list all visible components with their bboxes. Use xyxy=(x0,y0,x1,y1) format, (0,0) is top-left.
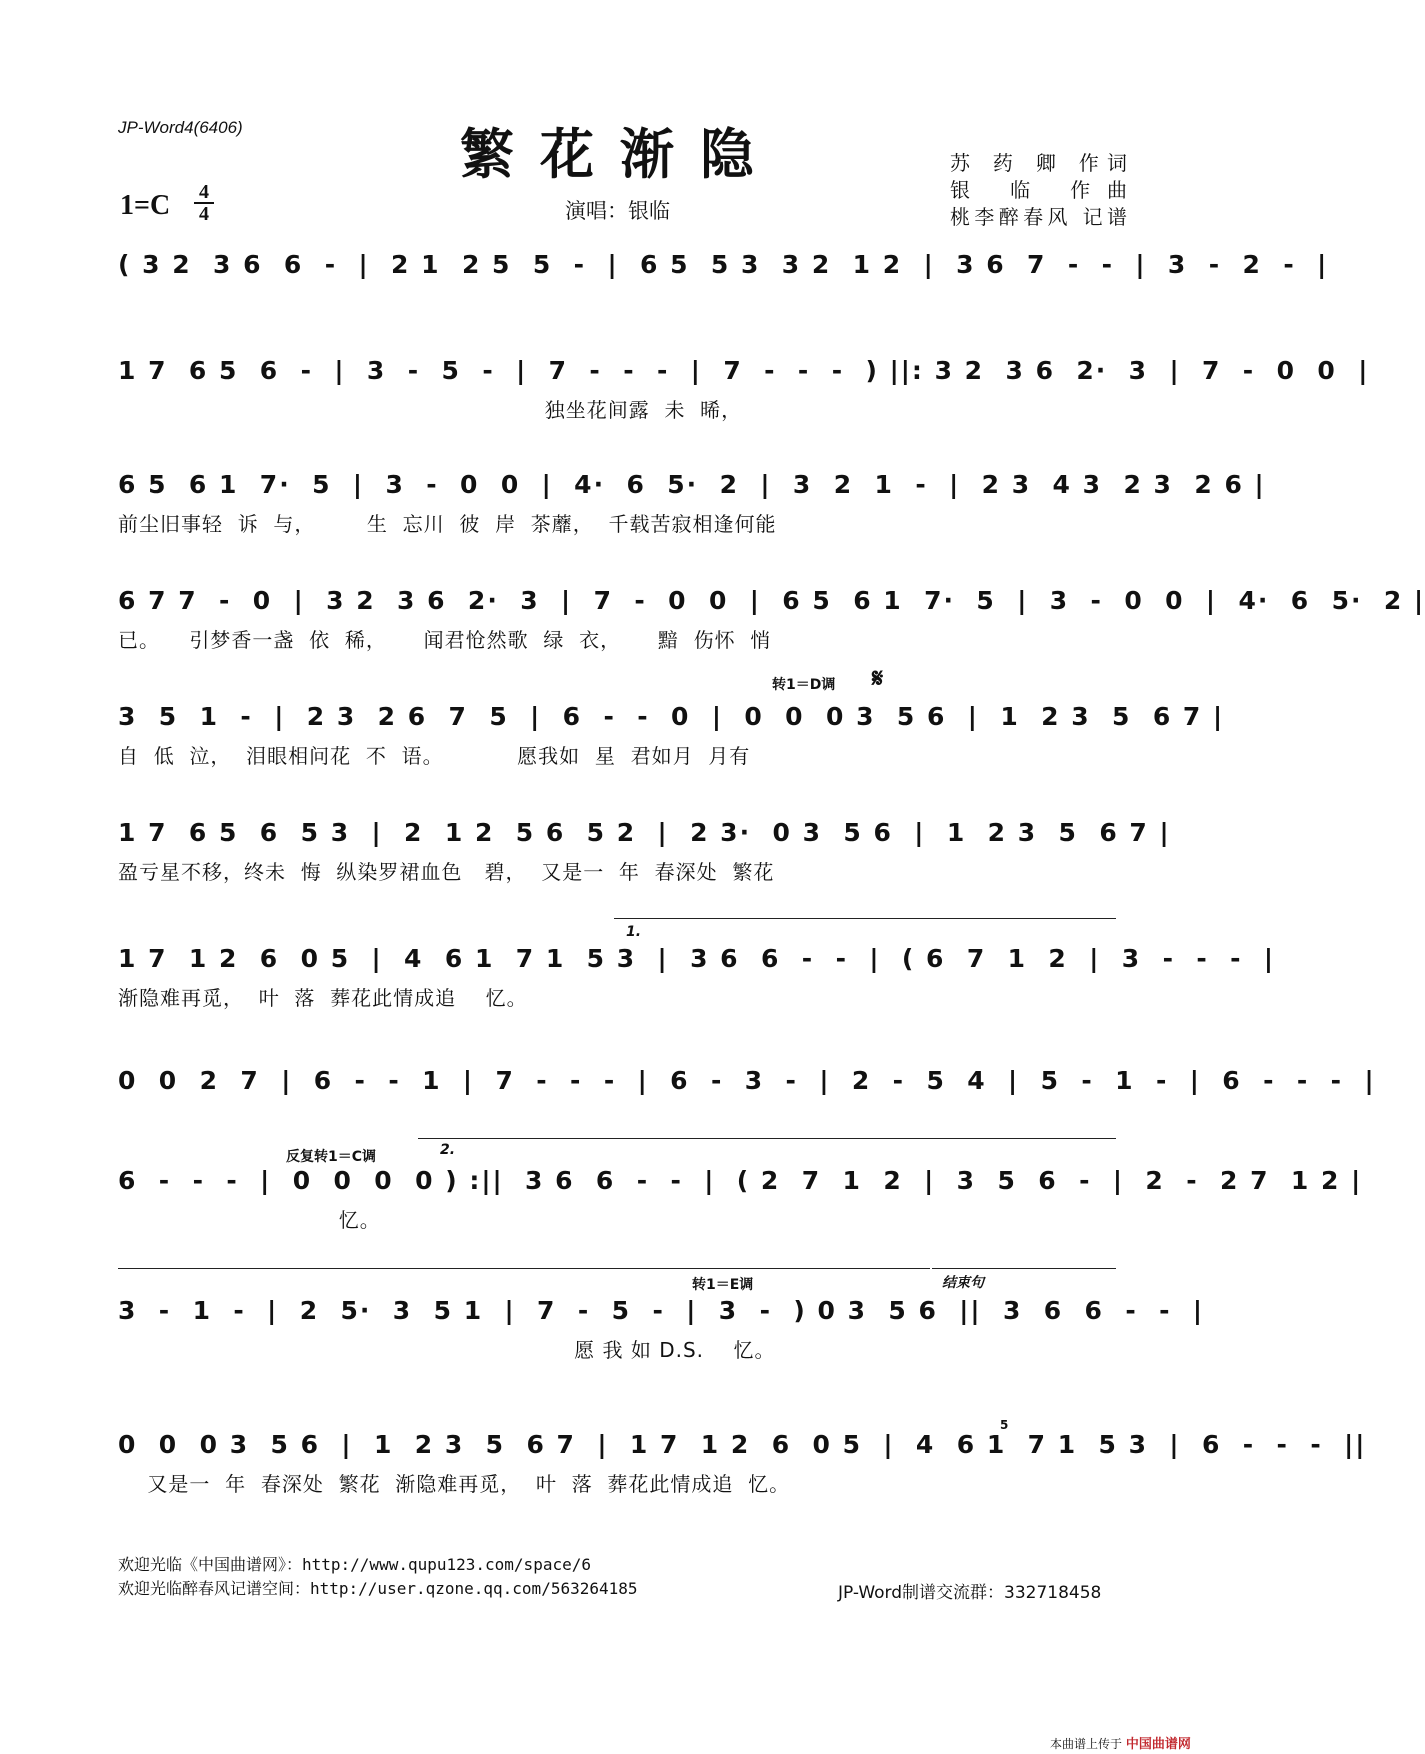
upload-site-logo: 中国曲谱网 xyxy=(1125,1737,1191,1752)
coda-label: 结束句 xyxy=(942,1275,984,1291)
lyric-line-9: 忆。 xyxy=(118,1208,381,1232)
group-label: JP-Word制谱交流群：332718458 xyxy=(838,1583,1102,1603)
lyric-line-5: 自 低 泣， 泪眼相问花 不 语。 愿我如 星 君如月 月有 xyxy=(118,744,751,768)
grace-note: 5 xyxy=(1000,1418,1009,1432)
footer-links xyxy=(118,1553,638,1601)
software-label: JP-Word4(6406) xyxy=(118,118,243,137)
notation-line-6: 1 7 6 5 6 5 3 | 2 1 2 5 6 5 2 | 2 3· 0 3 5 6 | 1 2 3 5 6 7 | xyxy=(118,818,1171,847)
upload-note xyxy=(1050,1733,1191,1752)
lyric-line-3: 前尘旧事轻 诉 与， 生 忘川 彼 岸 茶蘼， 千载苦寂相逢何能 xyxy=(118,512,777,536)
repeat-key-change-c: 反复转1＝C调 xyxy=(286,1149,377,1165)
time-bottom: 4 xyxy=(199,203,209,225)
notation-line-2: 1 7 6 5 6 - | 3 - 5 - | 7 - - - | 7 - - - ) ||: 3 2 3 6 2· 3 | 7 - 0 0 | xyxy=(118,356,1370,385)
key-change-d: 转1＝D调 xyxy=(772,677,836,693)
first-ending-label: 1. xyxy=(626,924,642,940)
notation-line-5: 3 5 1 - | 2 3 2 6 7 5 | 6 - - 0 | 0 0 0 3 5 6 | 1 2 3 5 6 7 | xyxy=(118,702,1225,731)
time-top: 4 xyxy=(194,182,214,204)
key-label: 1=C xyxy=(120,190,171,221)
notation-line-1: ( 3 2 3 6 6 - | 2 1 2 5 5 - | 6 5 5 3 3 2 1 2 | 3 6 7 - - | 3 - 2 - | xyxy=(118,250,1329,279)
notation-line-3: 6 5 6 1 7· 5 | 3 - 0 0 | 4· 6 5· 2 | 3 2 1 - | 2 3 4 3 2 3 2 6 | xyxy=(118,470,1266,499)
key-change-e: 转1＝E调 xyxy=(692,1277,754,1293)
notation-line-4: 6 7 7 - 0 | 3 2 3 6 2· 3 | 7 - 0 0 | 6 5 6 1 7· 5 | 3 - 0 0 | 4· 6 5· 2 | xyxy=(118,586,1425,615)
second-ending-bracket xyxy=(418,1138,1116,1139)
lyric-line-6: 盈亏星不移，终未 悔 纵染罗裙血色 碧， 又是一 年 春深处 繁花 xyxy=(118,860,775,884)
second-ending-label: 2. xyxy=(440,1142,456,1158)
upload-prefix: 本曲谱上传于 xyxy=(1050,1737,1123,1751)
transcriber-credit: 桃李醉春风 记谱 xyxy=(950,205,1130,229)
lyric-line-10: 愿 我 如 D.S. 忆。 xyxy=(118,1338,776,1362)
time-signature xyxy=(194,182,214,224)
credits xyxy=(950,150,1130,231)
notation-line-11: 0 0 0 3 5 6 | 1 2 3 5 6 7 | 1 7 1 2 6 0 5 | 4 6 1 7 1 5 3 | 6 - - - || xyxy=(118,1430,1367,1459)
carryover-bracket xyxy=(118,1268,930,1269)
lyric-line-4: 已。 引梦香一盏 依 稀， 闻君怆然歌 绿 衣， 黯 伤怀 悄 xyxy=(118,628,772,652)
lyric-line-11: 又是一 年 春深处 繁花 渐隐难再觅， 叶 落 葬花此情成追 忆。 xyxy=(118,1472,791,1496)
lyricist-credit: 苏 药 卿 作词 xyxy=(950,151,1130,175)
song-title: 繁花渐隐 xyxy=(460,122,780,186)
coda-bracket xyxy=(932,1268,1116,1269)
first-ending-bracket xyxy=(614,918,1116,919)
key-signature xyxy=(120,181,209,225)
notation-line-9: 6 - - - | 0 0 0 0 ) :|| 3 6 6 - - | ( 2 7 1 2 | 3 5 6 - | 2 - 2 7 1 2 | xyxy=(118,1166,1363,1195)
lyric-line-2: 独坐花间露 未 晞， xyxy=(118,398,743,422)
footer-line-qupu: 欢迎光临《中国曲谱网》：http://www.qupu123.com/space/6 xyxy=(118,1555,591,1574)
notation-line-7: 1 7 1 2 6 0 5 | 4 6 1 7 1 5 3 | 3 6 6 - - | ( 6 7 1 2 | 3 - - - | xyxy=(118,944,1276,973)
notation-line-10: 3 - 1 - | 2 5· 3 5 1 | 7 - 5 - | 3 - ) 0 3 5 6 || 3 6 6 - - | xyxy=(118,1296,1205,1325)
footer-line-qzone: 欢迎光临醉春风记谱空间：http://user.qzone.qq.com/563264185 xyxy=(118,1579,638,1598)
notation-line-8: 0 0 2 7 | 6 - - 1 | 7 - - - | 6 - 3 - | 2 - 5 4 | 5 - 1 - | 6 - - - | xyxy=(118,1066,1376,1095)
singer-label: 演唱：银临 xyxy=(565,199,670,223)
segno-sign: 𝄋 xyxy=(872,664,884,694)
lyric-line-7: 渐隐难再觅， 叶 落 葬花此情成追 忆。 xyxy=(118,986,528,1010)
composer-credit: 银 临 作曲 xyxy=(950,178,1130,202)
